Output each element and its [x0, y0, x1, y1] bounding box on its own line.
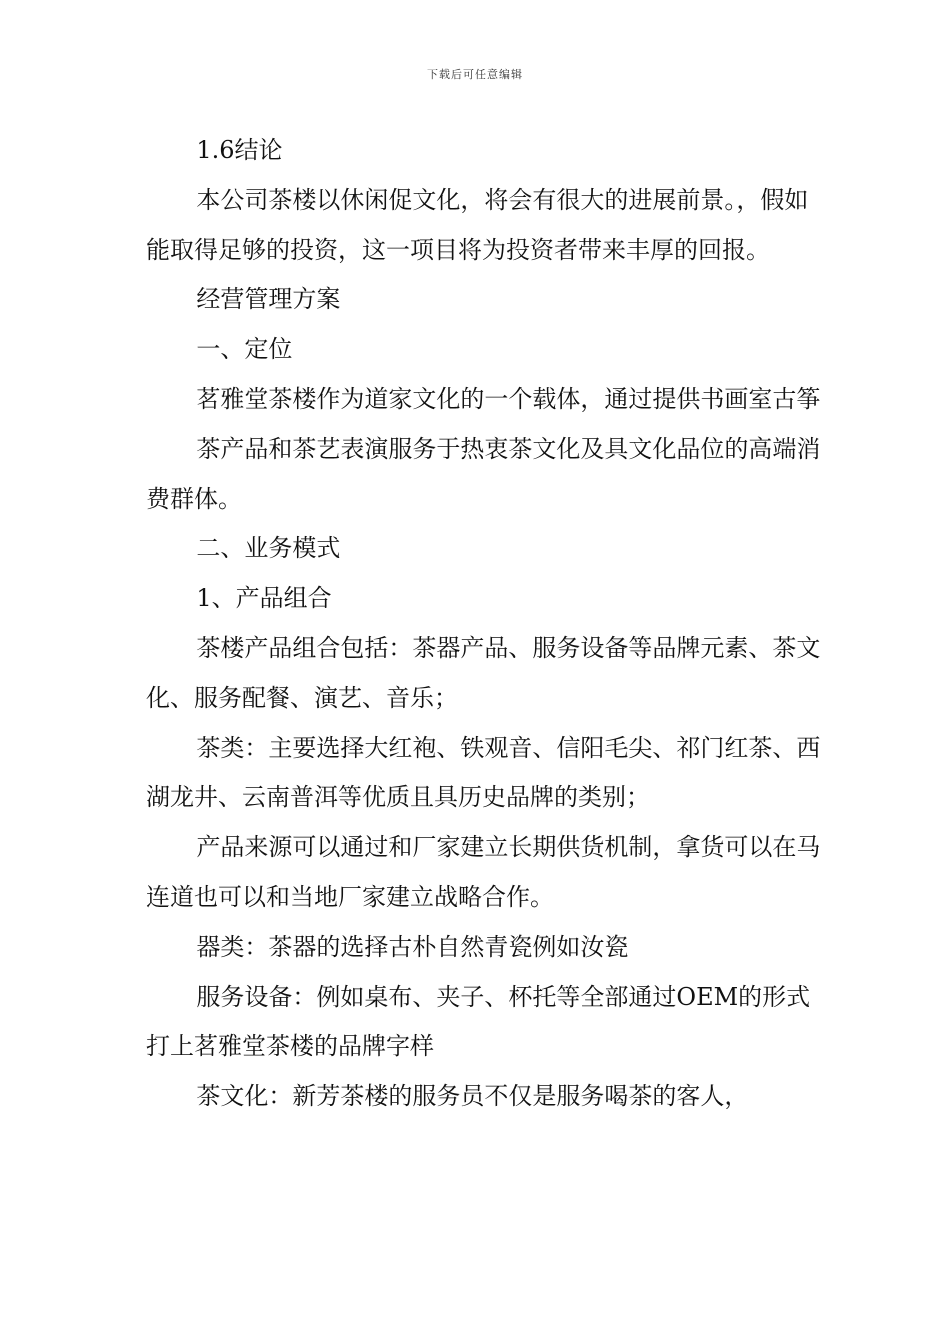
paragraph-product-mix: 茶楼产品组合包括：茶器产品、服务设备等品牌元素、茶文化、服务配餐、演艺、音乐；: [146, 633, 821, 712]
section-heading-business-model: 二、业务模式: [196, 534, 341, 563]
paragraph-conclusion: 本公司茶楼以休闲促文化，将会有很大的进展前景。，假如能取得足够的投资，这一项目将为投资者带来丰厚的回报。: [146, 185, 809, 264]
document-body: [146, 126, 826, 1122]
paragraph-service-equipment: 服务设备：例如桌布、夹子、杯托等全部通过OEM的形式打上茗雅堂茶楼的品牌字样: [146, 982, 811, 1061]
section-heading-conclusion: 1.6结论: [196, 136, 283, 164]
section-heading-management: 经营管理方案: [196, 285, 341, 314]
header-note: 下载后可任意编辑: [427, 68, 523, 81]
paragraph-positioning-1: 茗雅堂茶楼作为道家文化的一个载体，通过提供书画室古筝: [196, 384, 821, 413]
paragraph-positioning-2: 茶产品和茶艺表演服务于热衷茶文化及具文化品位的高端消费群体。: [146, 434, 821, 513]
paragraph-tea-types: 茶类：主要选择大红袍、铁观音、信阳毛尖、祁门红茶、西湖龙井、云南普洱等优质且具历史品牌的类别；: [146, 733, 821, 812]
paragraph-product-source: 产品来源可以通过和厂家建立长期供货机制，拿货可以在马连道也可以和当地厂家建立战略合作。: [146, 833, 821, 911]
paragraph-tea-ware: 器类：茶器的选择古朴自然青瓷例如汝瓷: [196, 932, 629, 961]
subheading-product-mix: 1、产品组合: [196, 584, 332, 613]
section-heading-positioning: 一、定位: [196, 335, 293, 364]
paragraph-tea-culture: 茶文化：新芳茶楼的服务员不仅是服务喝茶的客人，: [196, 1082, 749, 1111]
